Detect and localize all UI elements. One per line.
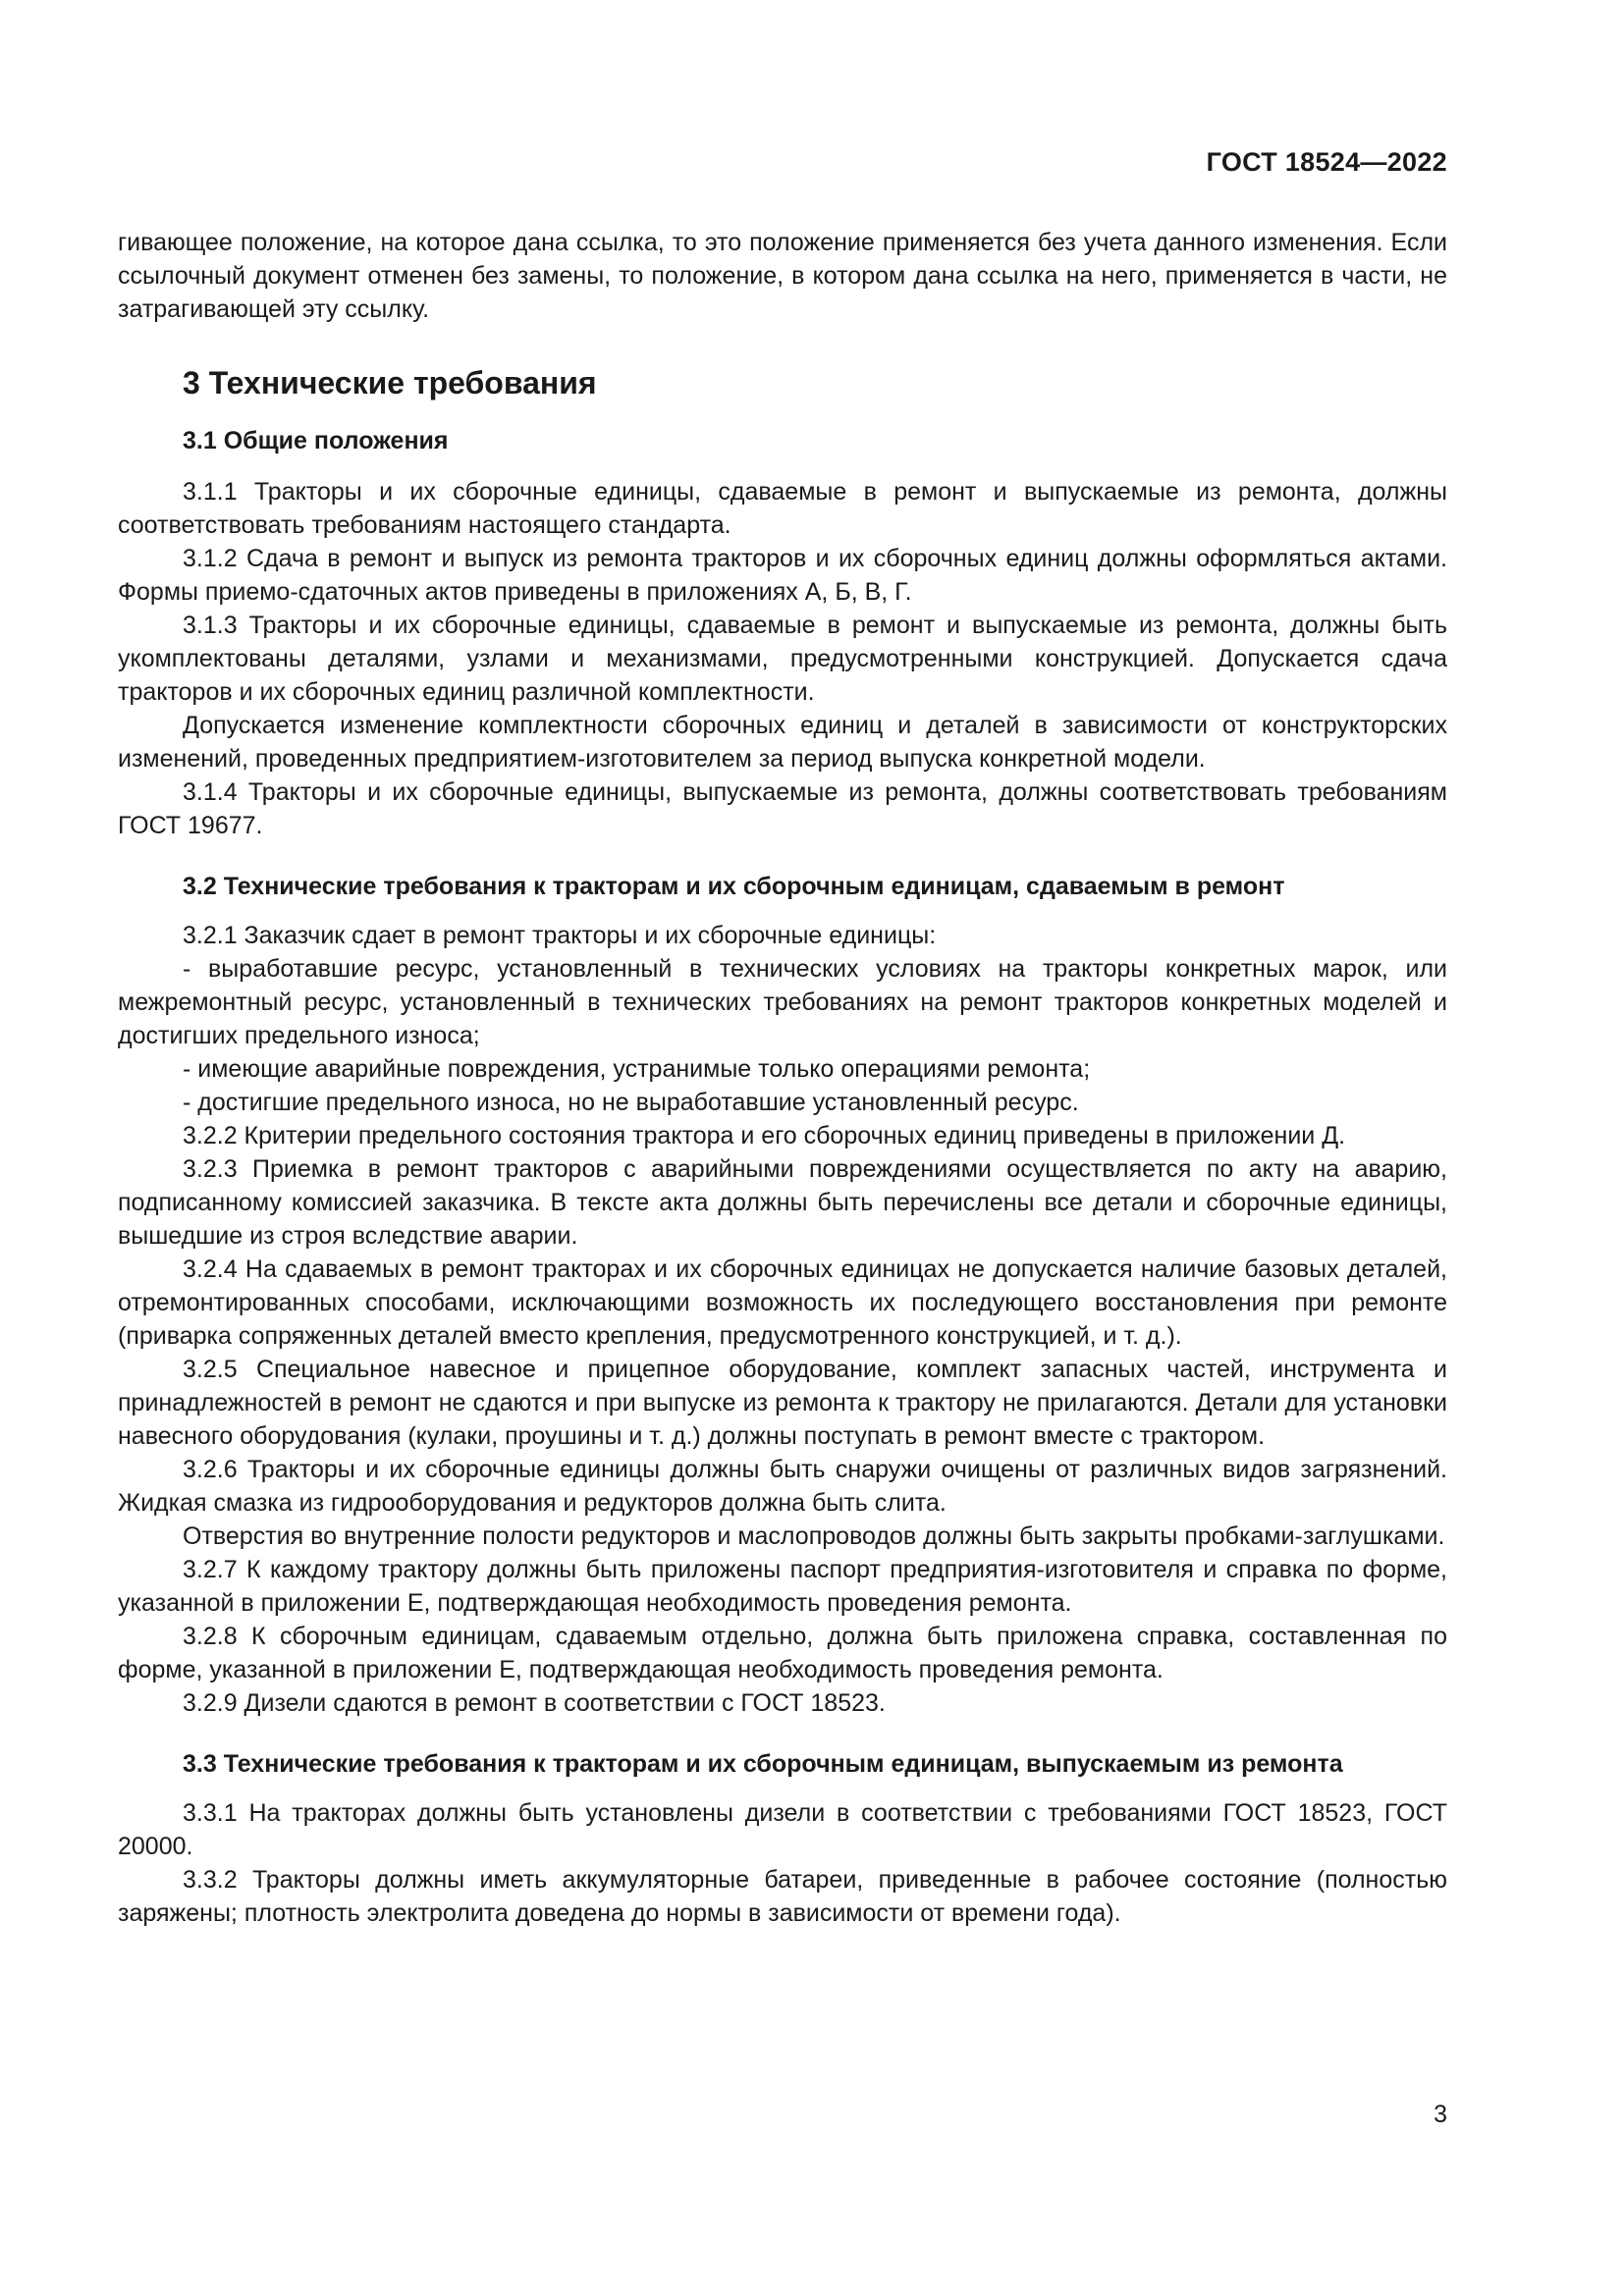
document-page xyxy=(118,0,1447,2296)
clause-3-1-3-continued: Допускается изменение комплектности сборочных единиц и деталей в зависимости от конструкторских изменений, проведенных предприятием-изготовителем за период выпуска конкретной модели. xyxy=(118,712,1447,773)
clause-3-2-1-item-b: - имеющие аварийные повреждения, устранимые только операциями ремонта; xyxy=(183,1055,1091,1083)
clause-3-2-2: 3.2.2 Критерии предельного состояния трактора и его сборочных единиц приведены в приложении Д. xyxy=(183,1122,1346,1149)
section-3-title: 3 Технические требования xyxy=(183,365,597,400)
document-body xyxy=(118,226,1447,1930)
clause-3-2-6-continued: Отверстия во внутренние полости редукторов и маслопроводов должны быть закрыты пробками-заглушками. xyxy=(183,1522,1445,1550)
clause-3-2-1-item-a: - выработавшие ресурс, установленный в технических условиях на тракторы конкретных марок, или межремонтный ресурс, установленный в технических требованиях на ремонт тракторов конкретных моделей и достигших предельного износа; xyxy=(118,955,1447,1049)
clause-3-3-1: 3.3.1 На тракторах должны быть установлены дизели в соответствии с требованиями ГОСТ 18523, ГОСТ 20000. xyxy=(118,1799,1447,1860)
clause-3-2-4: 3.2.4 На сдаваемых в ремонт тракторах и их сборочных единицах не допускается наличие базовых деталей, отремонтированных способами, исключающими возможность их последующего восстановления при ремонте (приварка сопряженных деталей вместо крепления, предусмотренного конструкцией, и т. д.). xyxy=(118,1255,1447,1350)
section-3-2-title: 3.2 Технические требования к тракторам и их сборочным единицам, сдаваемым в ремонт xyxy=(183,873,1285,900)
document-code: ГОСТ 18524—2022 xyxy=(1206,147,1447,177)
clause-3-1-3: 3.1.3 Тракторы и их сборочные единицы, сдаваемые в ремонт и выпускаемые из ремонта, должны быть укомплектованы деталями, узлами и механизмами, предусмотренными конструкцией. Допускается сдача тракторов и их сборочных единиц различной комплектности. xyxy=(118,612,1447,706)
clause-3-2-7: 3.2.7 К каждому трактору должны быть приложены паспорт предприятия-изготовителя и справка по форме, указанной в приложении Е, подтверждающая необходимость проведения ремонта. xyxy=(118,1556,1447,1617)
clause-3-1-4: 3.1.4 Тракторы и их сборочные единицы, выпускаемые из ремонта, должны соответствовать требованиям ГОСТ 19677. xyxy=(118,778,1447,839)
clause-3-2-5: 3.2.5 Специальное навесное и прицепное оборудование, комплект запасных частей, инструмента и принадлежностей в ремонт не сдаются и при выпуске из ремонта к трактору не прилагаются. Детали для установки навесного оборудования (кулаки, проушины и т. д.) должны поступать в ремонт вместе с трактором. xyxy=(118,1356,1447,1450)
clause-3-3-2: 3.3.2 Тракторы должны иметь аккумуляторные батареи, приведенные в рабочее состояние (полностью заряжены; плотность электролита доведена до нормы в зависимости от времени года). xyxy=(118,1866,1447,1927)
clause-3-2-9: 3.2.9 Дизели сдаются в ремонт в соответствии с ГОСТ 18523. xyxy=(183,1689,886,1717)
clause-3-2-3: 3.2.3 Приемка в ремонт тракторов с аварийными повреждениями осуществляется по акту на аварию, подписанному комиссией заказчика. В тексте акта должны быть перечислены все детали и сборочные единицы, вышедшие из строя вследствие аварии. xyxy=(118,1155,1447,1250)
section-3-1-title: 3.1 Общие положения xyxy=(183,427,449,454)
intro-paragraph: гивающее положение, на которое дана ссылка, то это положение применяется без учета данного изменения. Если ссылочный документ отменен без замены, то положение, в котором дана ссылка на него, применяется в части, не затрагивающей эту ссылку. xyxy=(118,229,1447,323)
clause-3-2-8: 3.2.8 К сборочным единицам, сдаваемым отдельно, должна быть приложена справка, составленная по форме, указанной в приложении Е, подтверждающая необходимость проведения ремонта. xyxy=(118,1623,1447,1683)
clause-3-2-6: 3.2.6 Тракторы и их сборочные единицы должны быть снаружи очищены от различных видов загрязнений. Жидкая смазка из гидрооборудования и редукторов должна быть слита. xyxy=(118,1456,1447,1517)
clause-3-2-1-item-c: - достигшие предельного износа, но не выработавшие установленный ресурс. xyxy=(183,1089,1079,1116)
clause-3-2-1: 3.2.1 Заказчик сдает в ремонт тракторы и их сборочные единицы: xyxy=(183,922,937,949)
section-3-3-title: 3.3 Технические требования к тракторам и их сборочным единицам, выпускаемым из ремонта xyxy=(183,1750,1343,1778)
clause-3-1-1: 3.1.1 Тракторы и их сборочные единицы, сдаваемые в ремонт и выпускаемые из ремонта, должны соответствовать требованиям настоящего стандарта. xyxy=(118,478,1447,539)
clause-3-1-2: 3.1.2 Сдача в ремонт и выпуск из ремонта тракторов и их сборочных единиц должны оформляться актами. Формы приемо-сдаточных актов приведены в приложениях А, Б, В, Г. xyxy=(118,545,1447,606)
page-number: 3 xyxy=(1434,2101,1447,2128)
